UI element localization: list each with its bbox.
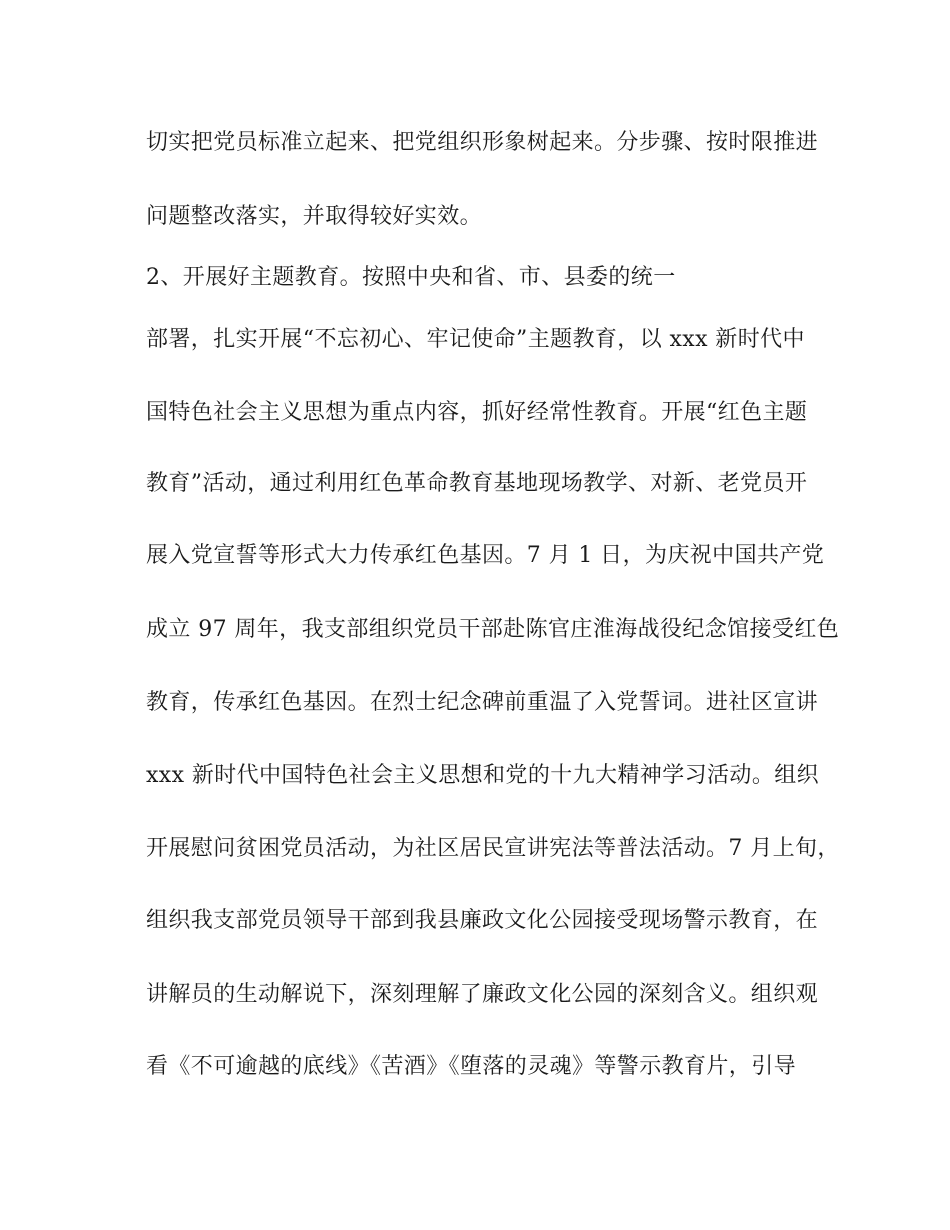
- text-line-11: 开展慰问贫困党员活动，为社区居民宣讲宪法等普法活动。7 月上旬，: [146, 836, 840, 861]
- text-line-10: xxx 新时代中国特色社会主义思想和党的十九大精神学习活动。组织: [146, 763, 820, 788]
- text-line-14: 看《不可逾越的底线》《苦酒》《堕落的灵魂》等警示教育片，引导: [146, 1054, 797, 1079]
- text-line-5: 国特色社会主义思想为重点内容，抓好经常性教育。开展“红色主题: [146, 400, 808, 425]
- text-line-12: 组织我支部党员领导干部到我县廉政文化公园接受现场警示教育，在: [146, 908, 819, 933]
- text-line-8: 成立 97 周年，我支部组织党员干部赴陈官庄淮海战役纪念馆接受红色: [146, 617, 840, 642]
- text-line-7: 展入党宣誓等形式大力传承红色基因。7 月 1 日，为庆祝中国共产党: [146, 543, 825, 568]
- text-line-13: 讲解员的生动解说下，深刻理解了廉政文化公园的深刻含义。组织观: [146, 982, 819, 1007]
- text-line-1: 切实把党员标准立起来、把党组织形象树起来。分步骤、按时限推进: [146, 130, 819, 155]
- text-line-4: 部署，扎实开展“不忘初心、牢记使命”主题教育，以 xxx 新时代中: [146, 327, 805, 352]
- text-line-2: 问题整改落实，并取得较好实效。: [146, 204, 483, 229]
- text-line-6: 教育”活动，通过利用红色革命教育基地现场教学、对新、老党员开: [146, 471, 808, 496]
- section-heading-line: 2、开展好主题教育。按照中央和省、市、县委的统一: [146, 265, 676, 290]
- text-line-9: 教育，传承红色基因。在烈士纪念碑前重温了入党誓词。进社区宣讲: [146, 690, 819, 715]
